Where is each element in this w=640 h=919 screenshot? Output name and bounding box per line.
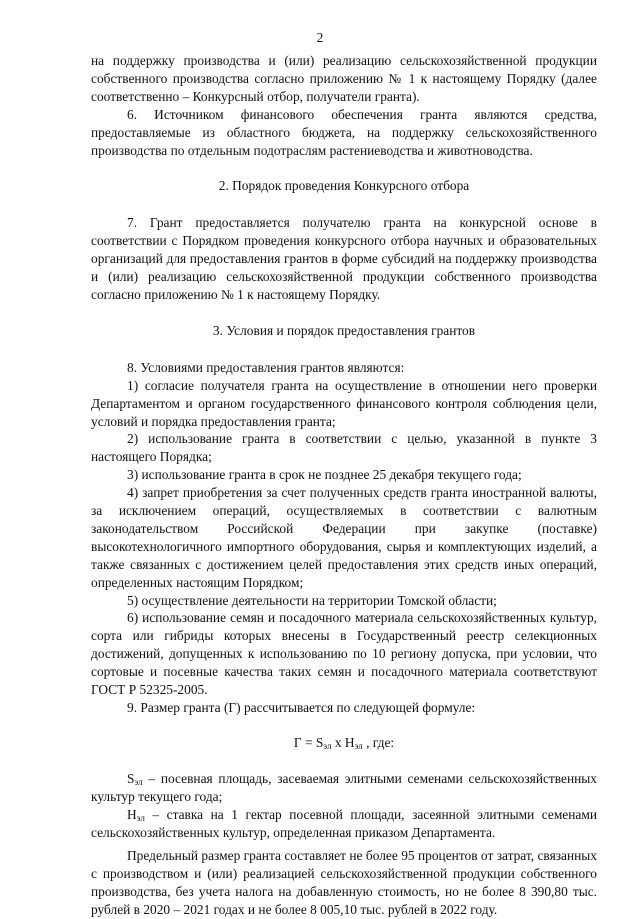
section-heading-3: 3. Условия и порядок предоставления грантов [212, 322, 476, 338]
condition-1: 1) согласие получателя гранта на осуществление в отношении него проверки Департаментом и органом государственного финансового контроля соблюдения цели, условий и порядка предоставления гранта; [91, 377, 597, 429]
definition-n: $Н_{эл}$ – ставка на 1 гектар посевной площади, засеянной элитными семенами сельскохозяйственных культур, определенная приказом Департамента. [91, 806, 597, 840]
paragraph-9: 9. Размер гранта (Г) рассчитывается по следующей формуле: [127, 700, 476, 715]
paragraph-grant-limit: Предельный размер гранта составляет не более 95 процентов от затрат, связанных с производством и (или) реализацией сельскохозяйственной продукции собственного производства, без учета налога на добавленную стоимость, но не более 8 390,80 тыс. рублей в 2020 – 2021 годах и не более 8 005,10 тыс. рублей в 2022 году. [91, 848, 597, 918]
document-body [91, 0, 597, 919]
paragraph-6: 6. Источником финансового обеспечения гранта являются средства, предоставляемые из областного бюджета, на поддержку сельскохозяйственного производства по отдельным подотраслям растениеводства и животноводства. [91, 106, 597, 158]
grant-formula: $Г = S_{эл}$ х $Н_{эл}$ , где: [293, 734, 395, 751]
page-number: 2 [316, 30, 324, 45]
condition-3: 3) использование гранта в срок не позднее 25 декабря текущего года; [127, 467, 522, 483]
paragraph-8: 8. Условиями предоставления грантов являются: [127, 359, 405, 375]
paragraph-7: 7. Грант предоставляется получателю гранта на конкурсной основе в соответствии с Порядком проведения конкурсного отбора научных и образовательных организаций для предоставления грантов в форме субсидий на поддержку производства и (или) реализацию сельскохозяйственной продукции собственного производства согласно приложению № 1 к настоящему Порядку. [91, 215, 597, 302]
condition-4: 4) запрет приобретения за счет полученных средств гранта иностранной валюты, за исключением операций, осуществляемых в соответствии с валютным законодательством Российской Федерации при закупке (поставке) высокотехнологичного импортного оборудования, сырья и комплектующих изделий, а также связанных с достижением целей предоставления этих средств иных операций, определенных настоящим Порядком; [91, 485, 597, 590]
definition-s: $S_{эл}$ – посевная площадь, засеваемая элитными семенами сельскохозяйственных культур текущего года; [91, 770, 597, 804]
condition-5: 5) осуществление деятельности на территории Томской области; [127, 592, 497, 608]
paragraph-continuation: на поддержку производства и (или) реализацию сельскохозяйственной продукции собственного производства согласно приложению № 1 к настоящему Порядку (далее соответственно – Конкурсный отбор, получатели гранта). [91, 53, 597, 104]
section-heading-2: 2. Порядок проведения Конкурсного отбора [218, 178, 470, 194]
condition-6: 6) использование семян и посадочного материала сельскохозяйственных культур, сорта или гибриды которых внесены в Государственный реестр селекционных достижений, допущенных к использованию по 10 региону допуска, при условии, что сортовые и посевные качества таких семян и посадочного материала соответствуют ГОСТ Р 52325-2005. [91, 610, 597, 698]
condition-2: 2) использование гранта в соответствии с целью, указанной в пункте 3 настоящего Порядка; [91, 431, 597, 465]
